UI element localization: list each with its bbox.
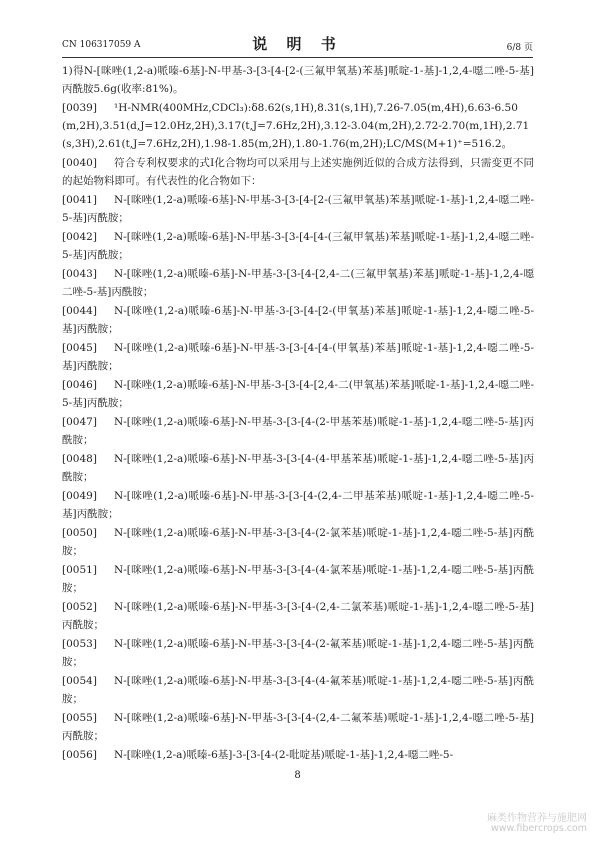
paragraph-number: [0044]: [62, 305, 97, 318]
paragraph-number: [0052]: [62, 601, 97, 614]
paragraph-text: N-[咪唑(1,2-a)哌嗪-6基]-N-甲基-3-[3-[4-[2-(甲氧基)苯基]哌啶-1-基]-1,2,4-噁二唑-5-基]丙酰胺；: [62, 305, 534, 336]
paragraph-number: [0053]: [62, 638, 97, 651]
paragraph-text: N-[咪唑(1,2-a)哌嗪-6基]-N-甲基-3-[3-[4-[2,4-二(三氟甲氧基)苯基]哌啶-1-基]-1,2,4-噁二唑-5-基]丙酰胺；: [62, 268, 534, 299]
paragraph-number: [0048]: [62, 453, 97, 466]
paragraph: [62, 561, 534, 597]
paragraph-text: N-[咪唑(1,2-a)哌嗪-6基]-N-甲基-3-[3-[4-(2,4-二甲基苯基)哌啶-1-基]-1,2,4-噁二唑-5-基]丙酰胺；: [62, 490, 534, 521]
paragraph: [62, 302, 534, 338]
paragraph: [62, 746, 534, 764]
watermark-url: www.fibercrops.com: [490, 823, 587, 834]
paragraph: [62, 154, 534, 190]
paragraph: [62, 413, 534, 449]
paragraph: [62, 339, 534, 375]
paragraph-text: N-[咪唑(1,2-a)哌嗪-6基]-N-甲基-3-[3-[4-[4-(甲氧基)苯基]哌啶-1-基]-1,2,4-噁二唑-5-基]丙酰胺；: [62, 342, 534, 373]
watermark-title: 麻类作物营养与施肥网: [487, 813, 587, 824]
paragraph-text: N-[咪唑(1,2-a)哌嗪-6基]-N-甲基-3-[3-[4-[2,4-二(甲氧基)苯基]哌啶-1-基]-1,2,4-噁二唑-5-基]丙酰胺；: [62, 379, 534, 410]
paragraph-number: [0055]: [62, 712, 97, 725]
paragraph-number: [0041]: [62, 194, 97, 207]
paragraph-number: [0049]: [62, 490, 97, 503]
paragraph-number: [0054]: [62, 675, 97, 688]
paragraph-text: N-[咪唑(1,2-a)哌嗪-6基]-N-甲基-3-[3-[4-[2-(三氟甲氧基)苯基]哌啶-1-基]-1,2,4-噁二唑-5-基]丙酰胺；: [62, 194, 534, 225]
paragraph-text: N-[咪唑(1,2-a)哌嗪-6基]-3-[3-[4-(2-吡啶基)哌啶-1-基]-1,2,4-噁二唑-5-: [114, 749, 454, 762]
paragraph: [62, 672, 534, 708]
paragraph-number: [0039]: [62, 102, 97, 114]
document-title: 说 明 书: [252, 35, 343, 53]
paragraph-text: ¹H-NMR(400MHz,CDCl₃):δ8.62(s,1H),8.31(s,1H),7.26-7.05(m,4H),6.63-6.50(m,2H),3.51(d,J=12.0Hz,2H),3.17(t,J=7.6Hz,2H),3.12-3.04(m,2H),2.72-2.70(m,1H),2.71(s,3H),2.61(t,J=7.6Hz,2H),1.98-1.85(m,2H),1.80-1.76(m,2H);LC/MS(M+1)⁺=516.2。: [62, 102, 530, 151]
paragraph: [62, 99, 534, 154]
header-divider: [62, 57, 533, 58]
paragraph-text: 1)得N-[咪唑(1,2-a)哌嗪-6基]-N-甲基-3-[3-[4-[2-(三氟甲氧基)苯基]哌啶-1-基]-1,2,4-噁二唑-5-基]丙酰胺5.6g(收率:81%)。: [62, 65, 534, 96]
paragraph: [62, 524, 534, 560]
page-header: [62, 33, 533, 55]
paragraph-number: [0046]: [62, 379, 97, 392]
paragraph: [62, 62, 534, 98]
page-number: 8: [294, 770, 301, 781]
paragraph: [62, 265, 534, 301]
paragraph-text: N-[咪唑(1,2-a)哌嗪-6基]-N-甲基-3-[3-[4-(4-氯苯基)哌啶-1-基]-1,2,4-噁二唑-5-基]丙酰胺；: [62, 564, 534, 595]
paragraph: [62, 709, 534, 745]
paragraph-number: [0043]: [62, 268, 97, 281]
paragraph: [62, 635, 534, 671]
paragraph-number: [0050]: [62, 527, 97, 540]
paragraph-number: [0042]: [62, 231, 97, 244]
paragraph: [62, 228, 534, 264]
paragraph-text: N-[咪唑(1,2-a)哌嗪-6基]-N-甲基-3-[3-[4-(2-氯苯基)哌啶-1-基]-1,2,4-噁二唑-5-基]丙酰胺；: [62, 527, 534, 558]
document-body: [62, 62, 534, 765]
paragraph-text: N-[咪唑(1,2-a)哌嗪-6基]-N-甲基-3-[3-[4-[4-(三氟甲氧基)苯基]哌啶-1-基]-1,2,4-噁二唑-5-基]丙酰胺；: [62, 231, 534, 262]
paragraph-text: N-[咪唑(1,2-a)哌嗪-6基]-N-甲基-3-[3-[4-(2-甲基苯基)哌啶-1-基]-1,2,4-噁二唑-5-基]丙酰胺；: [62, 416, 534, 447]
paragraph: [62, 450, 534, 486]
paragraph: [62, 376, 534, 412]
paragraph: [62, 191, 534, 227]
paragraph-text: N-[咪唑(1,2-a)哌嗪-6基]-N-甲基-3-[3-[4-(2,4-二氟苯基)哌啶-1-基]-1,2,4-噁二唑-5-基]丙酰胺；: [62, 712, 534, 743]
paragraph-number: [0051]: [62, 564, 97, 577]
paragraph-text: N-[咪唑(1,2-a)哌嗪-6基]-N-甲基-3-[3-[4-(2-氟苯基)哌啶-1-基]-1,2,4-噁二唑-5-基]丙酰胺；: [62, 638, 534, 669]
paragraph-number: [0045]: [62, 342, 97, 355]
paragraph: [62, 487, 534, 523]
paragraph: [62, 598, 534, 634]
paragraph-number: [0056]: [62, 749, 97, 762]
paragraph-text: N-[咪唑(1,2-a)哌嗪-6基]-N-甲基-3-[3-[4-(4-氟苯基)哌啶-1-基]-1,2,4-噁二唑-5-基]丙酰胺；: [62, 675, 534, 706]
paragraph-number: [0040]: [62, 157, 97, 170]
paragraph-number: [0047]: [62, 416, 97, 429]
paragraph-text: N-[咪唑(1,2-a)哌嗪-6基]-N-甲基-3-[3-[4-(2,4-二氯苯基)哌啶-1-基]-1,2,4-噁二唑-5-基]丙酰胺；: [62, 601, 534, 632]
paragraph-text: N-[咪唑(1,2-a)哌嗪-6基]-N-甲基-3-[3-[4-(4-甲基苯基)哌啶-1-基]-1,2,4-噁二唑-5-基]丙酰胺；: [62, 453, 534, 484]
paragraph-text: 符合专利权要求的式I化合物均可以采用与上述实施例近似的合成方法得到，只需变更不同的起始物料即可。有代表性的化合物如下：: [62, 157, 534, 188]
patent-number: CN 106317059 A: [62, 40, 141, 50]
page-indicator: 6/8 页: [506, 43, 533, 53]
